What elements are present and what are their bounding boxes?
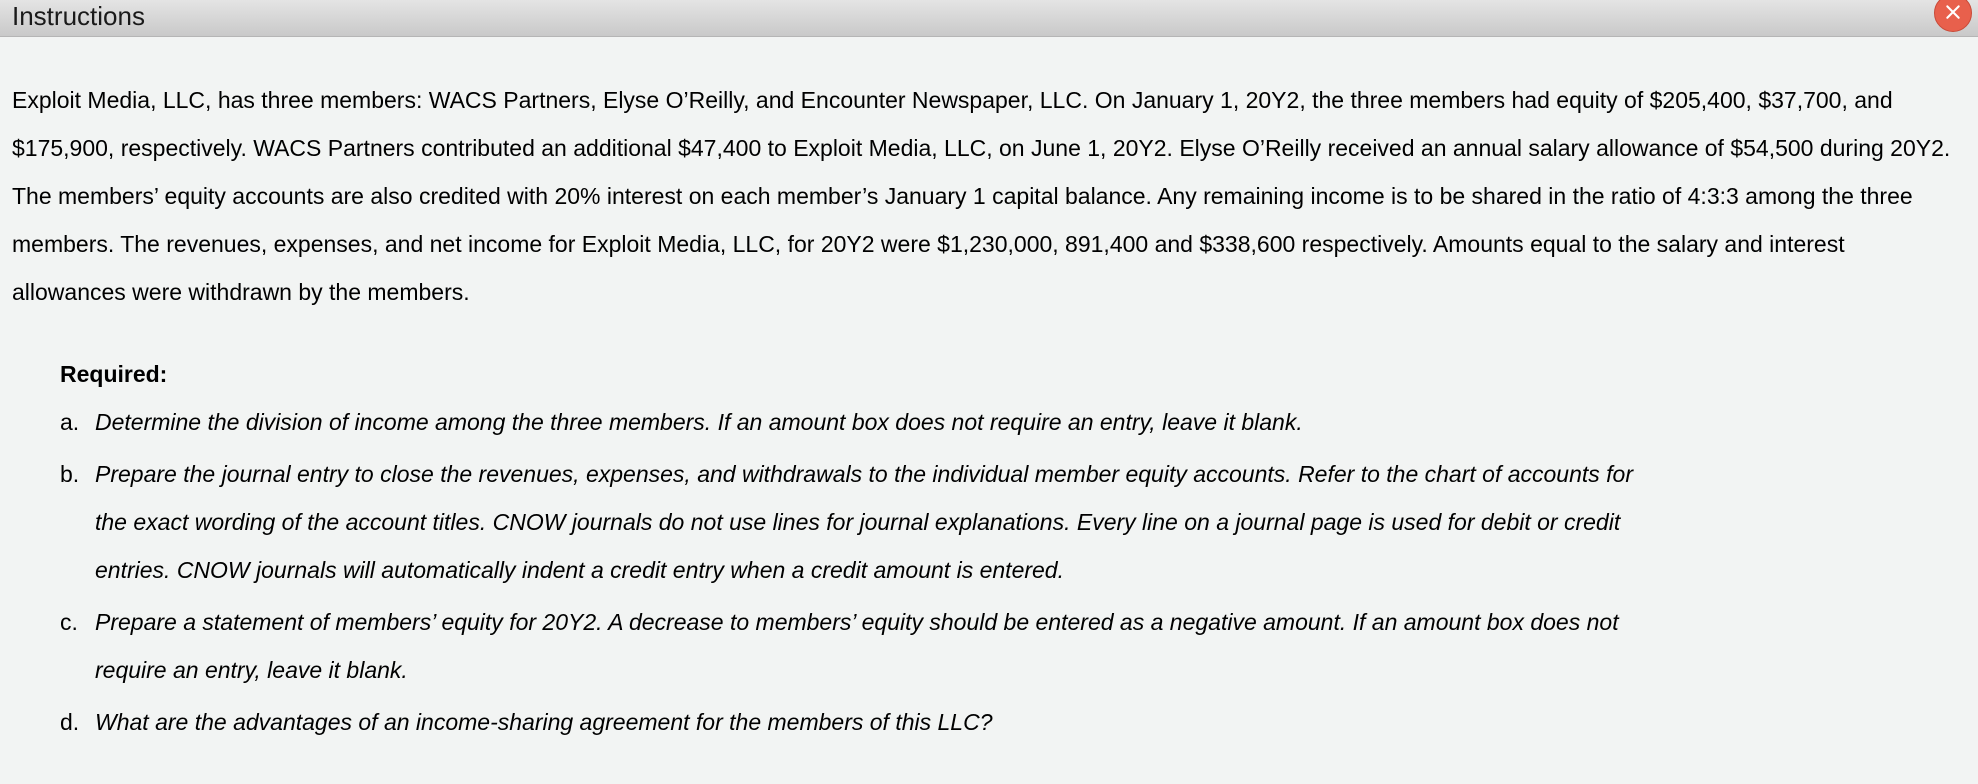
close-icon: [1935, 0, 1971, 31]
required-heading: Required:: [60, 361, 168, 387]
requirement-a: [60, 398, 1660, 446]
close-button[interactable]: [1934, 0, 1972, 32]
requirement-d: [60, 698, 1660, 746]
requirement-text: Prepare a statement of members’ equity for 20Y2. A decrease to members’ equity should be entered as a negative amount. If an amount box does not require an entry, leave it blank.: [95, 609, 1619, 683]
requirement-b: [60, 450, 1660, 594]
requirement-letter: a.: [60, 409, 80, 435]
requirement-letter: b.: [60, 461, 80, 487]
requirements-list: [60, 398, 1660, 750]
requirement-text: Prepare the journal entry to close the revenues, expenses, and withdrawals to the individual member equity accounts. Refer to the chart of accounts for the exact wording of the account titles. CNOW journals do not use lines for journal explanations. Every line on a journal page is used for debit or credit entries. CNOW journals will automatically indent a credit entry when a credit amount is entered.: [95, 461, 1634, 583]
requirement-c: [60, 598, 1660, 694]
requirement-letter: d.: [60, 709, 80, 735]
requirement-text: Determine the division of income among the three members. If an amount box does not require an entry, leave it blank.: [95, 409, 1303, 435]
requirement-text: What are the advantages of an income-sharing agreement for the members of this LLC?: [95, 709, 993, 735]
problem-description: Exploit Media, LLC, has three members: WACS Partners, Elyse O’Reilly, and Encounter Newspaper, LLC. On January 1, 20Y2, the three members had equity of $205,400, $37,700, and $175,900, respectively. WACS Partners contributed an additional $47,400 to Exploit Media, LLC, on June 1, 20Y2. Elyse O’Reilly received an annual salary allowance of $54,500 during 20Y2. The members’ equity accounts are also credited with 20% interest on each member’s January 1 capital balance. Any remaining income is to be shared in the ratio of 4:3:3 among the three members. The revenues, expenses, and net income for Exploit Media, LLC, for 20Y2 were $1,230,000, 891,400 and $338,600 respectively. Amounts equal to the salary and interest allowances were withdrawn by the members.: [12, 87, 1951, 305]
window-title: Instructions: [12, 1, 145, 31]
title-bar: [0, 0, 1978, 37]
requirement-letter: c.: [60, 609, 78, 635]
